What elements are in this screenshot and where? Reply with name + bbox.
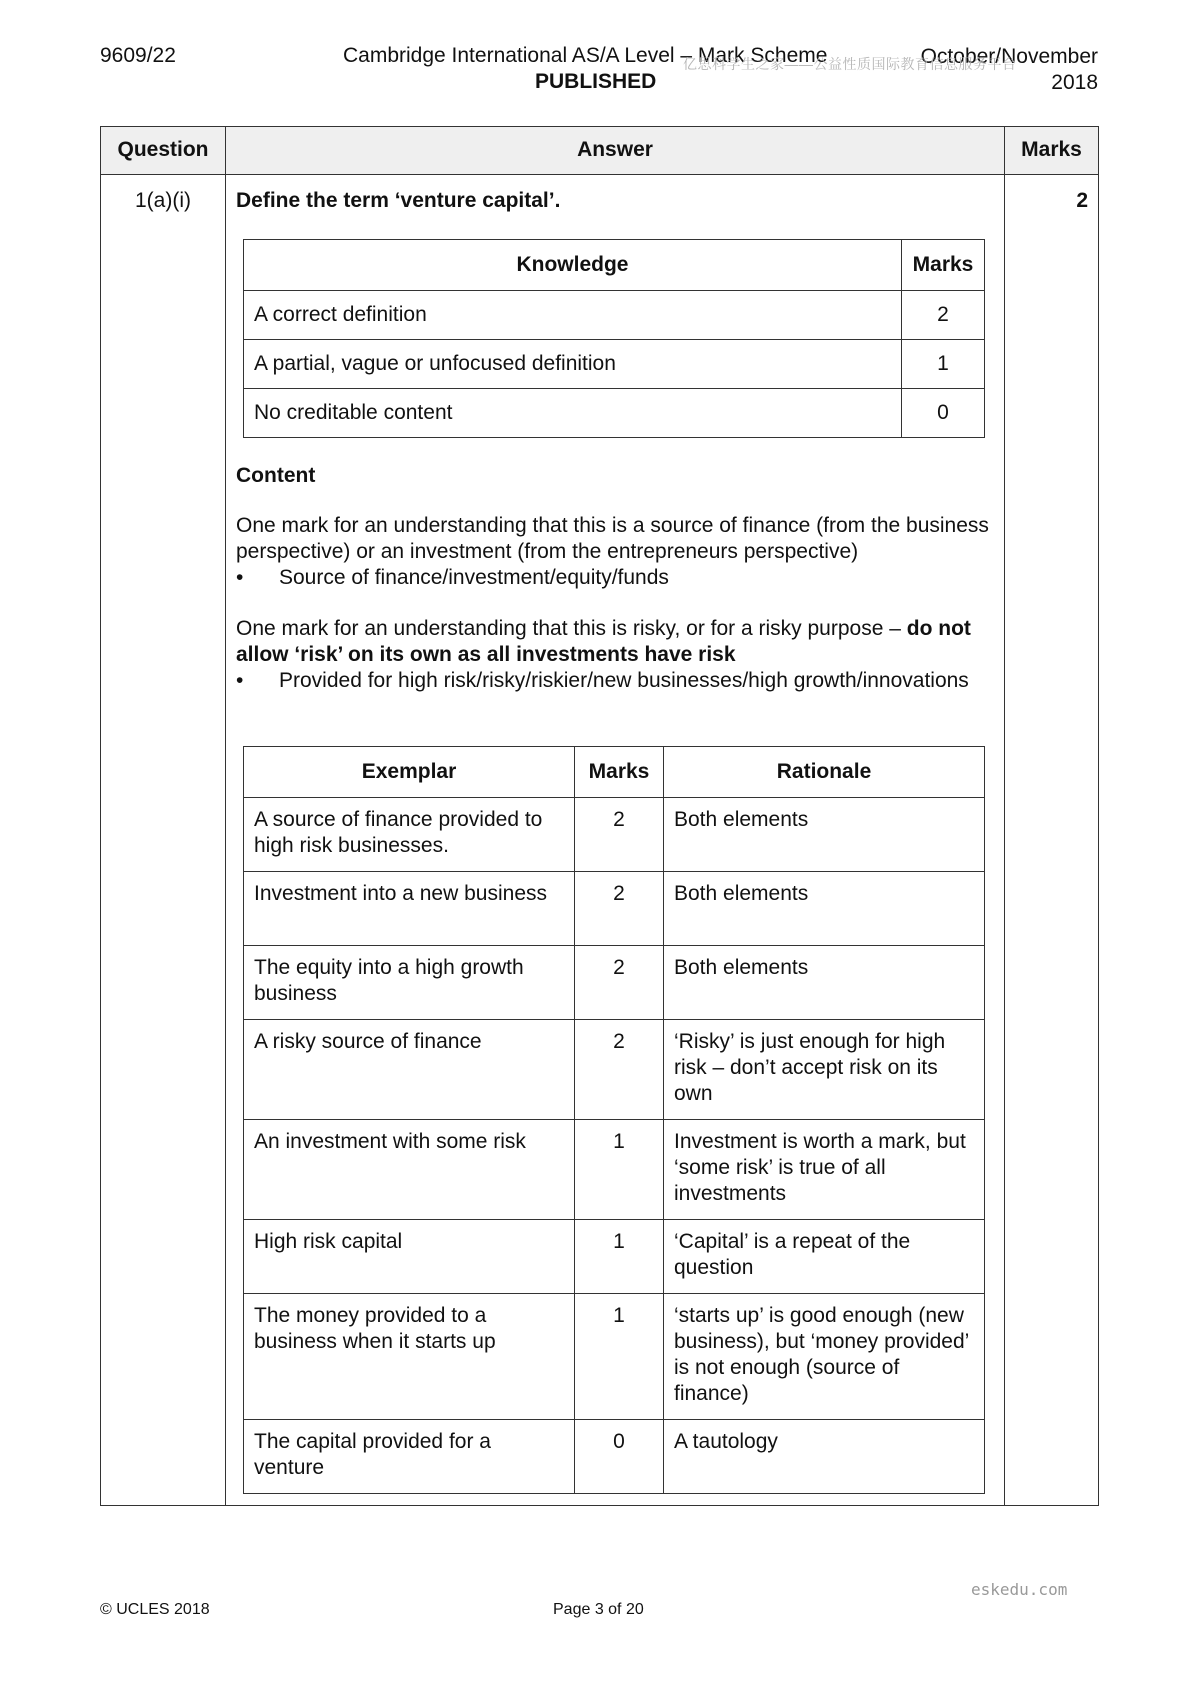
- table-row: [244, 389, 985, 438]
- question-total-marks: 2: [1076, 189, 1088, 212]
- table-row: [244, 340, 985, 389]
- exemplar-answer: The equity into a high growth business: [244, 946, 575, 1020]
- guidance-paragraph: One mark for an understanding that this is a source of finance (from the business perspective) or an investment (from the entrepreneurs perspective): [236, 514, 989, 563]
- list-item: [236, 668, 996, 694]
- exemplar-rationale: Both elements: [664, 872, 985, 946]
- table-row: [244, 798, 985, 872]
- exemplar-rationale: ‘Capital’ is a repeat of the question: [664, 1220, 985, 1294]
- exemplar-marks-column-header: Marks: [575, 747, 664, 798]
- knowledge-marks: 2: [902, 291, 985, 340]
- published-label: PUBLISHED: [535, 70, 657, 93]
- exemplar-marks: 2: [575, 1020, 664, 1120]
- content-heading: Content: [236, 464, 316, 487]
- session-year: 2018: [1051, 71, 1098, 94]
- knowledge-marks: 1: [902, 340, 985, 389]
- header-answer: Answer: [577, 138, 653, 161]
- mark-scheme-table: [100, 126, 1099, 1506]
- exemplar-rationale: ‘Risky’ is just enough for high risk – don’t accept risk on its own: [664, 1020, 985, 1120]
- exemplar-marks: 2: [575, 872, 664, 946]
- header-question: Question: [117, 138, 209, 161]
- bullet-icon: •: [236, 669, 244, 692]
- exemplar-marks: 1: [575, 1120, 664, 1220]
- exemplar-answer: The money provided to a business when it starts up: [244, 1294, 575, 1420]
- exemplar-marks: 2: [575, 946, 664, 1020]
- bullet-text: Source of finance/investment/equity/funds: [279, 566, 669, 589]
- exemplar-rationale: ‘starts up’ is good enough (new business), but ‘money provided’ is not enough (source of finance): [664, 1294, 985, 1420]
- paper-code: 9609/22: [100, 44, 176, 67]
- exemplar-table: [243, 746, 985, 1494]
- bullet-icon: •: [236, 566, 244, 589]
- document-title: Cambridge International AS/A Level – Mark Scheme: [343, 44, 828, 67]
- exemplar-marks: 1: [575, 1220, 664, 1294]
- question-number: 1(a)(i): [135, 189, 191, 212]
- exemplar-rationale: Both elements: [664, 798, 985, 872]
- exemplar-answer: The capital provided for a venture: [244, 1420, 575, 1494]
- table-row: [244, 872, 985, 946]
- table-row: [244, 1420, 985, 1494]
- watermark-text: 亿思科学生之家——公益性质国际教育信息服务平台: [683, 56, 1017, 72]
- exemplar-marks: 0: [575, 1420, 664, 1494]
- knowledge-header-row: [244, 240, 985, 291]
- table-row: [244, 291, 985, 340]
- exemplar-column-header: Exemplar: [244, 747, 575, 798]
- exemplar-rationale: Investment is worth a mark, but ‘some risk’ is true of all investments: [664, 1120, 985, 1220]
- knowledge-marks: 0: [902, 389, 985, 438]
- knowledge-level: A partial, vague or unfocused definition: [244, 340, 902, 389]
- guidance-emphasis: do not allow ‘risk’ on its own as all investments have risk: [236, 617, 971, 666]
- rationale-column-header: Rationale: [664, 747, 985, 798]
- exemplar-answer: High risk capital: [244, 1220, 575, 1294]
- bullet-text: Provided for high risk/risky/riskier/new businesses/high growth/innovations: [279, 669, 969, 692]
- table-row: [244, 1220, 985, 1294]
- exemplar-answer: A risky source of finance: [244, 1020, 575, 1120]
- exemplar-answer: Investment into a new business: [244, 872, 575, 946]
- exemplar-answer: A source of finance provided to high risk businesses.: [244, 798, 575, 872]
- exemplar-answer: An investment with some risk: [244, 1120, 575, 1220]
- copyright-notice: © UCLES 2018: [100, 1601, 210, 1618]
- guidance-text: One mark for an understanding that this is risky, or for a risky purpose –: [236, 617, 907, 640]
- exemplar-rationale: A tautology: [664, 1420, 985, 1494]
- table-row: [244, 946, 985, 1020]
- exemplar-marks: 2: [575, 798, 664, 872]
- guidance-paragraph: [236, 616, 996, 668]
- knowledge-level: No creditable content: [244, 389, 902, 438]
- content-guidance-1: [236, 513, 996, 591]
- table-row: [244, 1020, 985, 1120]
- header-marks: Marks: [1021, 138, 1082, 161]
- knowledge-table: [243, 239, 985, 438]
- table-row: [244, 1120, 985, 1220]
- page-number: Page 3 of 20: [553, 1601, 644, 1618]
- exemplar-marks: 1: [575, 1294, 664, 1420]
- site-watermark: eskedu.com: [971, 1580, 1068, 1599]
- column-divider: [225, 127, 226, 1505]
- question-prompt: Define the term ‘venture capital’.: [236, 189, 561, 212]
- column-divider: [1004, 127, 1005, 1505]
- session-month: October/November: [920, 45, 1098, 68]
- list-item: [236, 565, 996, 591]
- knowledge-level: A correct definition: [244, 291, 902, 340]
- knowledge-marks-column-header: Marks: [902, 240, 985, 291]
- knowledge-column-header: Knowledge: [244, 240, 902, 291]
- exemplar-header-row: [244, 747, 985, 798]
- exemplar-rationale: Both elements: [664, 946, 985, 1020]
- content-guidance-2: [236, 616, 996, 694]
- table-row: [244, 1294, 985, 1420]
